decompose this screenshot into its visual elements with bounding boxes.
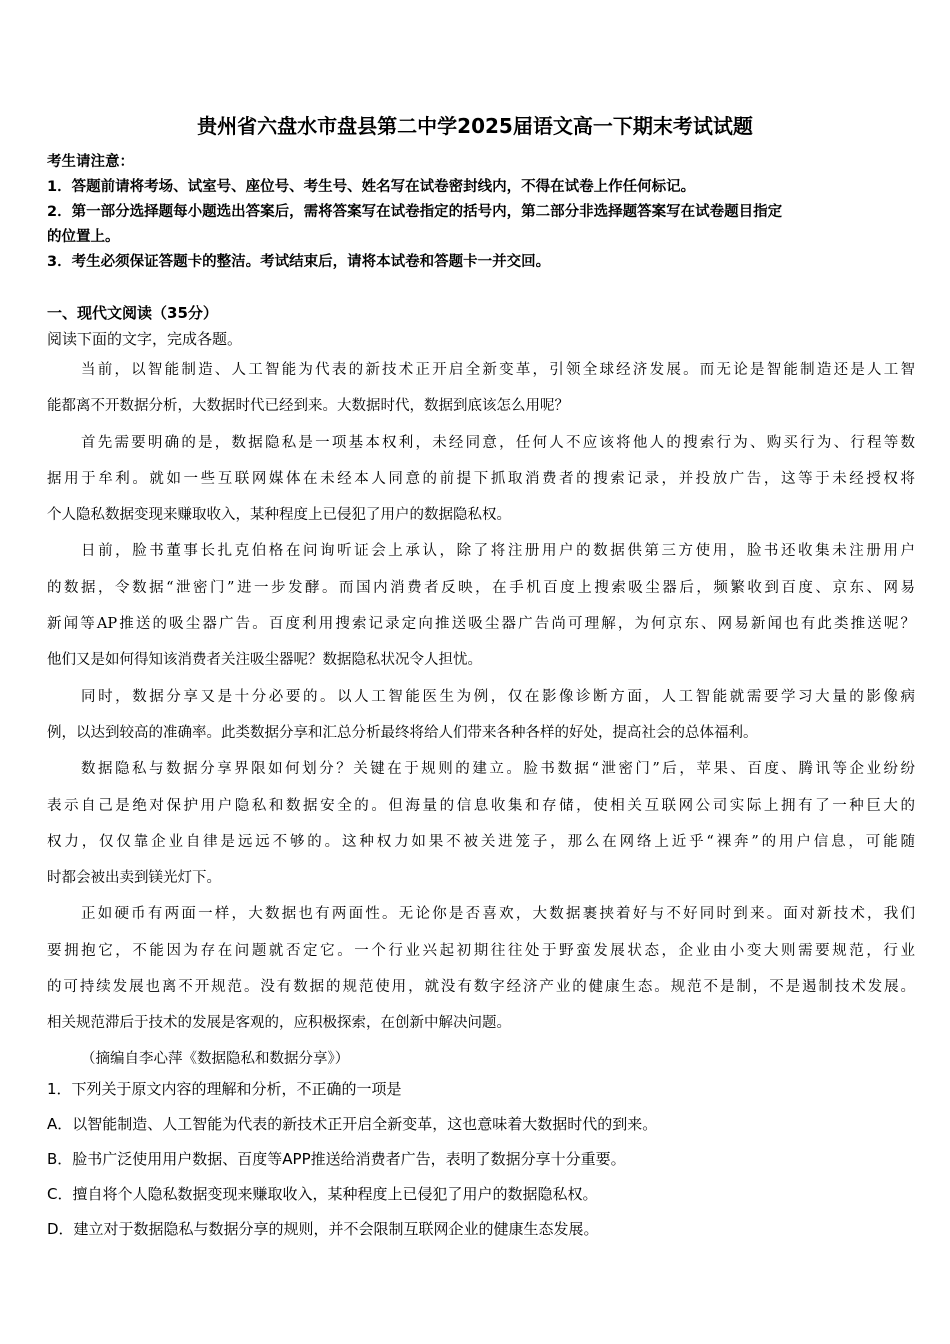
section-header <box>47 300 907 352</box>
question-stem: 1．下列关于原文内容的理解和分析，不正确的一项是 <box>47 1080 402 1098</box>
passage-line: 数据隐私与数据分享界限如何划分？关键在于规则的建立。脸书数据“泄密门”后，苹果、百度、腾讯等企业纷纷 <box>81 761 915 778</box>
passage-line: 时都会被出卖到镁光灯下。 <box>47 870 221 887</box>
passage-line: 表示自己是绝对保护用户隐私和数据安全的。但海量的信息收集和存储，使相关互联网公司实际上拥有了一种巨大的 <box>47 797 915 814</box>
passage-line: 例，以达到较高的准确率。此类数据分享和汇总分析最终将给人们带来各种各样的好处，提高社会的总体福利。 <box>47 724 758 741</box>
question-1 <box>47 1072 907 1247</box>
passage-line: 要拥抱它，不能因为存在问题就否定它。一个行业兴起初期往往处于野蛮发展状态，企业由小变大则需要规范，行业 <box>47 942 915 959</box>
option-c: C．擅自将个人隐私数据变现来赚取收入，某种程度上已侵犯了用户的数据隐私权。 <box>47 1185 598 1203</box>
notice-heading: 考生请注意： <box>47 154 134 170</box>
notice-line: 1．答题前请将考场、试室号、座位号、考生号、姓名写在试卷密封线内，不得在试卷上作任何标记。 <box>47 179 696 195</box>
option-d: D．建立对于数据隐私与数据分享的规则，并不会限制互联网企业的健康生态发展。 <box>47 1220 599 1238</box>
section-intro: 阅读下面的文字，完成各题。 <box>47 330 243 348</box>
candidate-notice <box>47 150 907 275</box>
notice-line: 的位置上。 <box>47 229 120 245</box>
notice-line: 3．考生必须保证答题卡的整洁。考试结束后，请将本试卷和答题卡一并交回。 <box>47 254 551 270</box>
passage-line: 他们又是如何得知该消费者关注吸尘器呢？数据隐私状况令人担忧。 <box>47 652 482 669</box>
passage-line: 新闻等AP推送的吸尘器广告。百度利用搜索记录定向推送吸尘器广告尚可理解，为何京东、网易新闻也有此类推送呢？ <box>47 616 915 633</box>
exam-title: 贵州省六盘水市盘县第二中学2025届语文高一下期末考试试题 <box>197 114 753 138</box>
section-heading: 一、现代文阅读（35分） <box>47 304 218 322</box>
option-a: A．以智能制造、人工智能为代表的新技术正开启全新变革，这也意味着大数据时代的到来。 <box>47 1115 658 1133</box>
passage-line: 当前，以智能制造、人工智能为代表的新技术正开启全新变革，引领全球经济发展。而无论是智能制造还是人工智 <box>81 362 915 378</box>
notice-line: 2．第一部分选择题每小题选出答案后，需将答案写在试卷指定的括号内，第二部分非选择题答案写在试卷题目指定 <box>47 204 783 220</box>
passage-line: 据用于牟利。就如一些互联网媒体在未经本人同意的前提下抓取消费者的搜索记录，并投放广告，这等于未经授权将 <box>47 470 915 487</box>
option-b: B．脸书广泛使用用户数据、百度等APP推送给消费者广告，表明了数据分享十分重要。 <box>47 1150 626 1168</box>
passage-line: 首先需要明确的是，数据隐私是一项基本权利，未经同意，任何人不应该将他人的搜索行为、购买行为、行程等数 <box>81 434 915 451</box>
passage-line: 个人隐私数据变现来赚取收入，某种程度上已侵犯了用户的数据隐私权。 <box>47 507 511 524</box>
passage-line: 能都离不开数据分析，大数据时代已经到来。大数据时代，数据到底该怎么用呢？ <box>47 398 569 415</box>
passage-line: 正如硬币有两面一样，大数据也有两面性。无论你是否喜欢，大数据裹挟着好与不好同时到来。面对新技术，我们 <box>81 906 915 923</box>
passage-line: 相关规范滞后于技术的发展是客观的，应积极探索，在创新中解决问题。 <box>47 1015 511 1032</box>
passage-source: （摘编自李心萍《数据隐私和数据分享》） <box>81 1050 350 1067</box>
passage-line: 权力，仅仅靠企业自律是远远不够的。这种权力如果不被关进笼子，那么在网络上近乎“裸奔”的用户信息，可能随 <box>47 833 915 850</box>
passage-line: 日前，脸书董事长扎克伯格在问询听证会上承认，除了将注册用户的数据供第三方使用，脸书还收集未注册用户 <box>81 543 915 560</box>
passage-line: 的可持续发展也离不开规范。没有数据的规范使用，就没有数字经济产业的健康生态。规范不是制，不是遏制技术发展。 <box>47 979 915 996</box>
reading-passage <box>47 352 915 1076</box>
passage-line: 的数据，令数据“泄密门”进一步发酵。而国内消费者反映，在手机百度上搜索吸尘器后，频繁收到百度、京东、网易 <box>47 579 915 596</box>
passage-line: 同时，数据分享又是十分必要的。以人工智能医生为例，仅在影像诊断方面，人工智能就需要学习大量的影像病 <box>81 688 915 705</box>
